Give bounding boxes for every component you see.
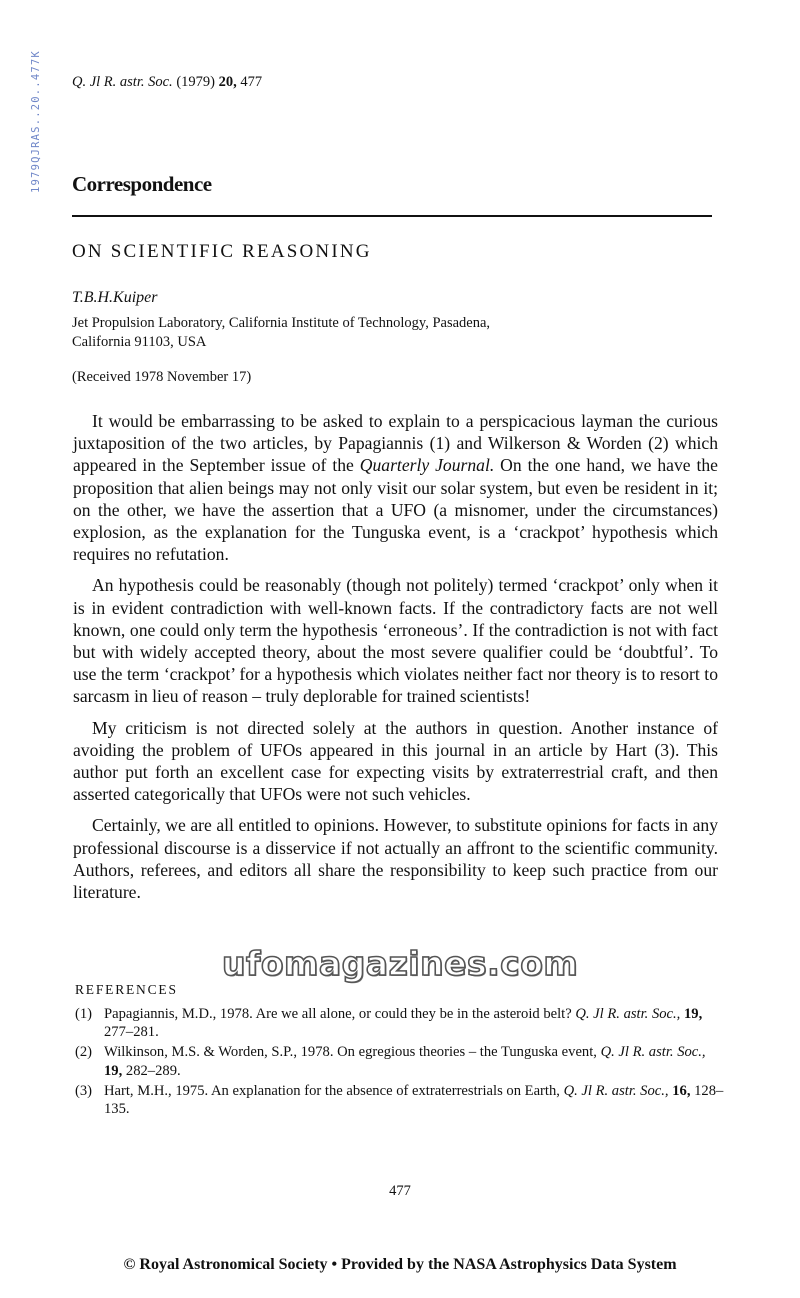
reference-volume: 19, xyxy=(104,1062,123,1079)
reference-pages: 128–135. xyxy=(104,1082,724,1118)
article-body xyxy=(73,410,718,912)
reference-text: Wilkinson, M.S. & Worden, S.P., 1978. On egregious theories – the Tunguska event, xyxy=(104,1044,601,1061)
reference-volume: 19, xyxy=(684,1006,703,1022)
reference-journal: Q. Jl R. astr. Soc., xyxy=(600,1044,706,1061)
watermark: ufomagazines.com xyxy=(222,944,579,983)
author-affiliation xyxy=(72,314,672,352)
affiliation-line: California 91103, USA xyxy=(72,334,207,350)
journal-italic: Quarterly Journal. xyxy=(359,455,495,476)
reference-number: (2) xyxy=(75,1044,93,1061)
body-paragraph: An hypothesis could be reasonably (though not politely) termed ‘crackpot’ only when it is in evident contradiction with well-known facts. If the contradictory facts are not well known, one could only term the hypothesis ‘erroneous’. If the contradiction is not with fact but with widely accepted theory, about the most severe qualifier could be ‘doubtful’. To use the term ‘crackpot’ for a hypothesis which violates neither fact nor theory is to resort to sarcasm in lieu of reason – truly deplorable for trained scientists! xyxy=(73,575,718,707)
journal-citation xyxy=(72,74,262,91)
journal-year: (1979) xyxy=(176,74,215,90)
body-paragraph xyxy=(73,410,718,565)
bibcode-sidebar: 1979QJRAS..20..477K xyxy=(30,50,42,193)
reference-pages: 277–281. xyxy=(104,1024,159,1041)
references-heading: REFERENCES xyxy=(75,982,178,997)
reference-journal: Q. Jl R. astr. Soc., xyxy=(563,1082,669,1099)
section-divider xyxy=(72,215,712,217)
reference-number: (1) xyxy=(75,1006,93,1022)
paragraph-text: On the one hand, we have the proposition that alien beings may not only visit our solar system, but even be resident in it; on the other, we have the assertion that a UFO (a misnomer, under the circumstances) explosion, as the explanation for the Tunguska event, is a ‘crackpot’ hypothesis which requires no refutation. xyxy=(73,455,718,565)
paragraph-text: It would be embarrassing to be asked to explain to a perspicacious layman the curious juxtaposition of the two articles, by Papagiannis (1) and Wilkerson & Worden (2) which appeared in the September issue of the xyxy=(73,411,718,476)
reference-volume: 16, xyxy=(672,1082,691,1099)
references-list xyxy=(75,1005,725,1120)
received-date: (Received 1978 November 17) xyxy=(72,369,252,385)
affiliation-line: Jet Propulsion Laboratory, California Institute of Technology, Pasadena, xyxy=(72,315,491,331)
article-title: ON SCIENTIFIC REASONING xyxy=(72,241,372,262)
reference-number: (3) xyxy=(75,1082,93,1099)
journal-volume: 20, xyxy=(218,74,237,90)
reference-text: Hart, M.H., 1975. An explanation for the absence of extraterrestrials on Earth, xyxy=(104,1082,564,1099)
article-author: T.B.H.Kuiper xyxy=(72,289,158,306)
body-paragraph: Certainly, we are all entitled to opinions. However, to substitute opinions for facts in any professional discourse is a disservice if not actually an affront to the scientific community. Authors, referees, and editors all share the responsibility to keep such practice from our literature. xyxy=(73,815,718,903)
reference-pages: 282–289. xyxy=(125,1062,181,1079)
reference-item xyxy=(75,1082,725,1118)
ads-footer: © Royal Astronomical Society • Provided by the NASA Astrophysics Data System xyxy=(123,1256,677,1273)
page-number: 477 xyxy=(389,1183,411,1199)
reference-journal: Q. Jl R. astr. Soc., xyxy=(575,1006,681,1022)
body-paragraph: My criticism is not directed solely at the authors in question. Another instance of avoiding the problem of UFOs appeared in this journal in an article by Hart (3). This author put forth an excellent case for expecting visits by extraterrestrial craft, and then asserted categorically that UFOs were not such vehicles. xyxy=(73,717,718,805)
journal-page: 477 xyxy=(240,74,263,90)
reference-text: Papagiannis, M.D., 1978. Are we all alone, or could they be in the asteroid belt? xyxy=(104,1006,576,1022)
section-title: Correspondence xyxy=(72,172,212,196)
reference-item xyxy=(75,1005,725,1041)
journal-name: Q. Jl R. astr. Soc. xyxy=(72,74,173,90)
reference-item xyxy=(75,1043,725,1079)
